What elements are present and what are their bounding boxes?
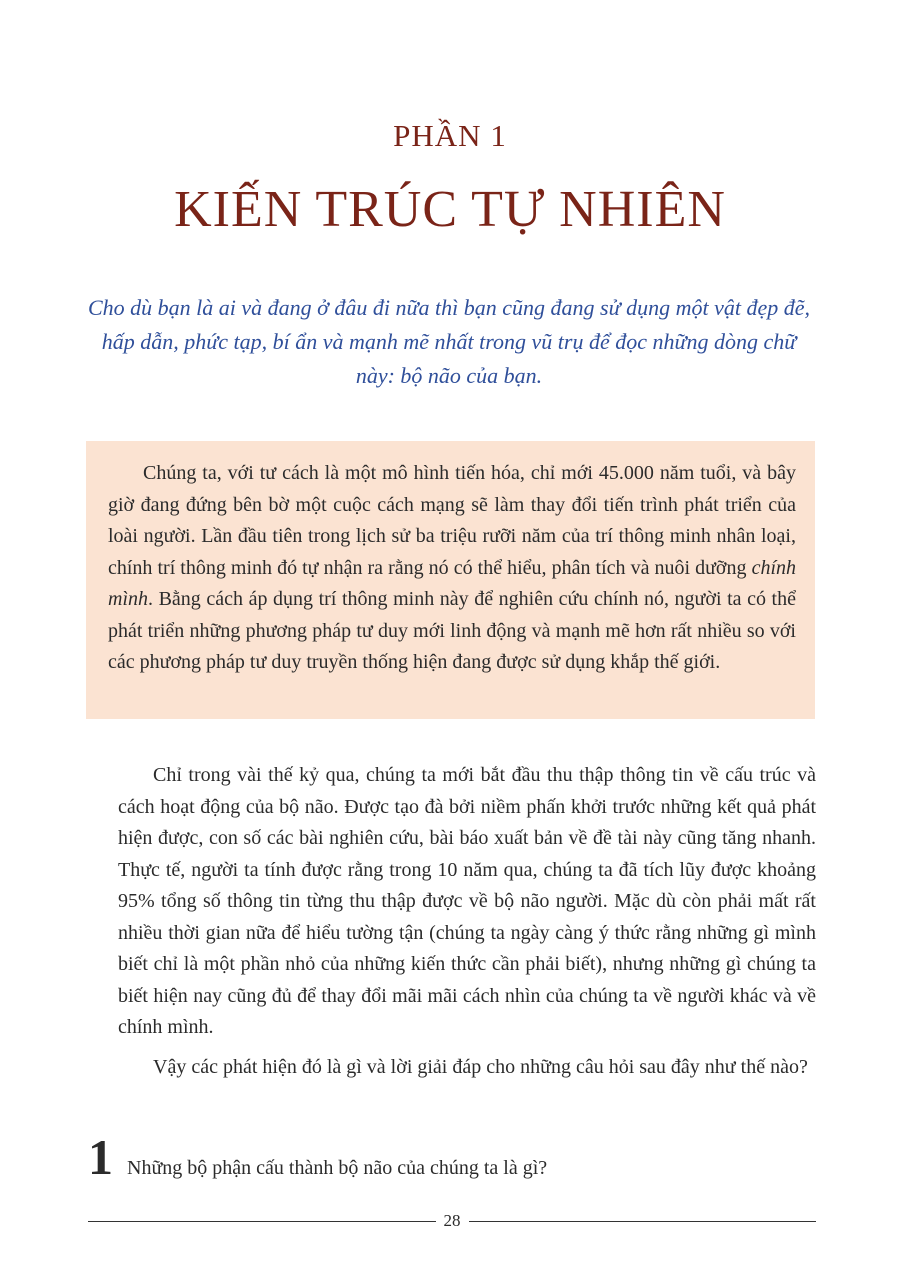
part-title: KIẾN TRÚC TỰ NHIÊN xyxy=(174,181,726,238)
highlight-emphasis: chính mình xyxy=(108,556,796,610)
footer-rule-right xyxy=(469,1221,817,1222)
highlight-text-after: . Bằng cách áp dụng trí thông minh này để nghiên cứu chính nó, người ta có thể phát triển những phương pháp tư duy mới linh động và mạnh mẽ hơn rất nhiều so với các phương pháp tư duy truyền thống hiện đang được sử dụng khắp thế giới. xyxy=(108,588,796,673)
page-number: 28 xyxy=(443,1211,461,1230)
highlight-text-before: Chúng ta, với tư cách là một mô hình tiến hóa, chỉ mới 45.000 năm tuổi, và bây giờ đang đứng bên bờ một cuộc cách mạng sẽ làm thay đổi tiến trình phát triển của loài người. Lần đầu tiên trong lịch sử ba triệu rưỡi năm của trí thông minh nhân loại, chính trí thông minh đó tự nhận ra rằng nó có thể hiểu, phân tích và nuôi dưỡng xyxy=(108,462,796,579)
footer-rule-left xyxy=(88,1221,436,1222)
question-heading xyxy=(88,1129,808,1185)
highlight-paragraph xyxy=(108,458,796,679)
epigraph: Cho dù bạn là ai và đang ở đâu đi nữa thì bạn cũng đang sử dụng một vật đẹp đẽ, hấp dẫn, phức tạp, bí ẩn và mạnh mẽ nhất trong vũ trụ để đọc những dòng chữ này: bộ não của bạn. xyxy=(88,295,810,388)
part-label: PHẦN 1 xyxy=(393,118,507,153)
body-paragraph-2: Vậy các phát hiện đó là gì và lời giải đáp cho những câu hỏi sau đây như thế nào? xyxy=(153,1056,808,1078)
highlight-box xyxy=(86,441,815,719)
question-number: 1 xyxy=(88,1129,113,1185)
body-paragraph-1: Chỉ trong vài thế kỷ qua, chúng ta mới bắt đầu thu thập thông tin về cấu trúc và cách hoạt động của bộ não. Được tạo đà bởi niềm phấn khởi trước những kết quả phát hiện được, con số các bài nghiên cứu, bài báo xuất bản về đề tài này cũng tăng nhanh. Thực tế, người ta tính được rằng trong 10 năm qua, chúng ta đã tích lũy được khoảng 95% tổng số thông tin từng thu thập được về bộ não người. Mặc dù còn phải mất rất nhiều thời gian nữa để hiểu tường tận (chúng ta ngày càng ý thức rằng những gì mình biết chỉ là một phần nhỏ của những kiến thức cần phải biết), nhưng những gì chúng ta biết hiện nay cũng đủ để thay đổi mãi mãi cách nhìn của chúng ta về người khác và về chính mình. xyxy=(118,764,816,1038)
question-text: Những bộ phận cấu thành bộ não của chúng ta là gì? xyxy=(127,1157,548,1179)
page-footer xyxy=(88,1209,816,1233)
